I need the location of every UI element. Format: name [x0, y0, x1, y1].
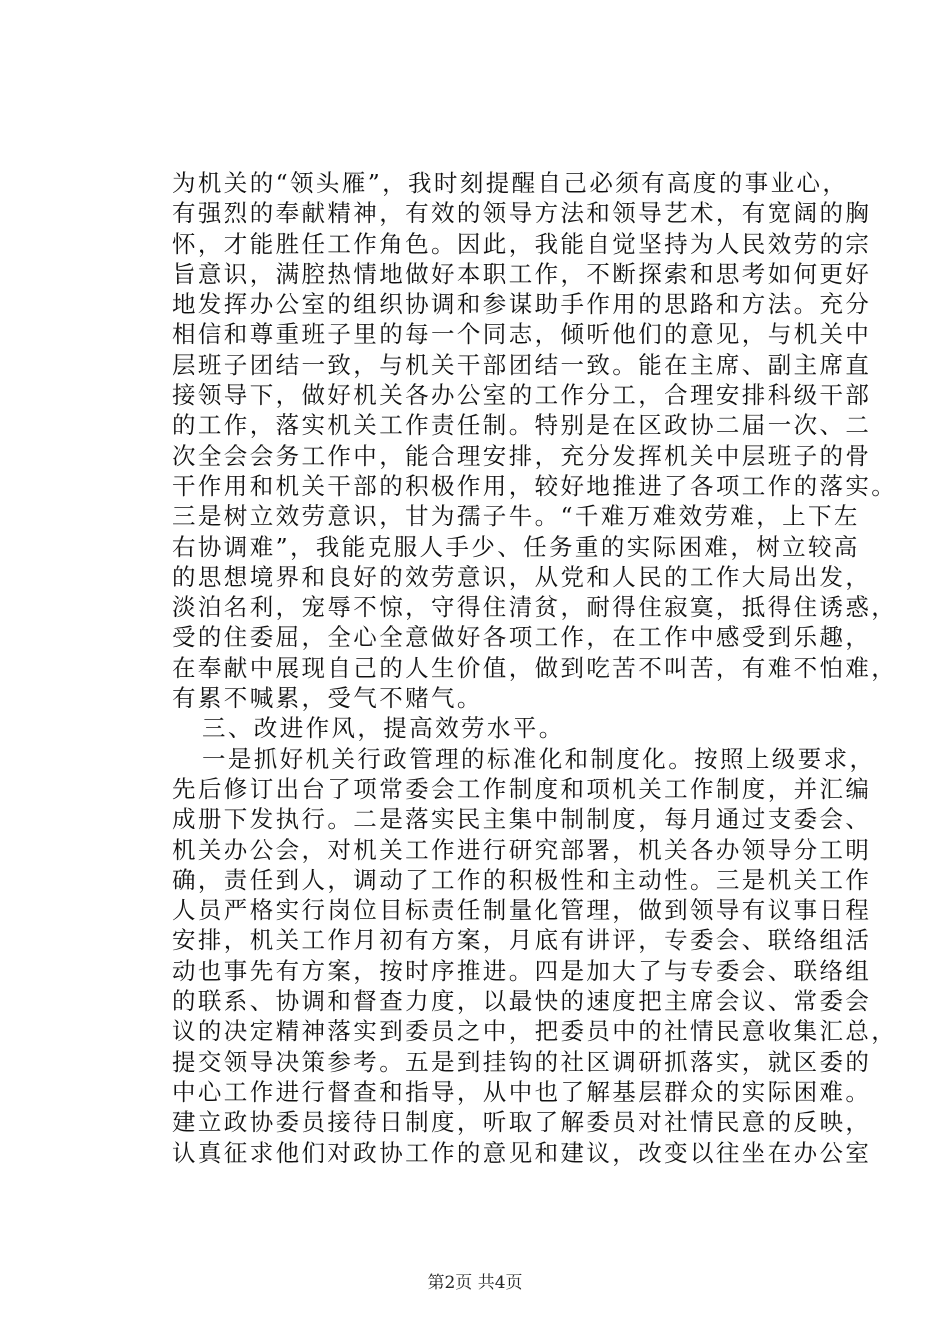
text-line: 成册下发执行。二是落实民主集中制制度，每月通过支委会、: [172, 805, 872, 834]
text-line: 淡泊名利，宠辱不惊，守得住清贫，耐得住寂寞，抵得住诱惑，: [172, 593, 898, 622]
text-line: 建立政协委员接待日制度，听取了解委员对社情民意的反映，: [172, 1108, 872, 1137]
text-line: 次全会会务工作中，能合理安排，充分发挥机关中层班子的骨: [172, 441, 872, 470]
text-line: 为机关的“领头雁”，我时刻提醒自己必须有高度的事业心，: [172, 169, 849, 197]
text-line: 在奉献中展现自己的人生价值，做到吃苦不叫苦，有难不怕难，: [172, 653, 898, 682]
text-line: 旨意识，满腔热情地做好本职工作，不断探索和思考如何更好: [172, 259, 872, 288]
text-line: 接领导下，做好机关各办公室的工作分工，合理安排科级干部: [172, 381, 872, 410]
text-line: 受的住委屈，全心全意做好各项工作，在工作中感受到乐趣，: [172, 623, 872, 652]
text-line: 的思想境界和良好的效劳意识，从党和人民的工作大局出发，: [172, 562, 872, 591]
text-line: 机关办公会，对机关工作进行研究部署，机关各办领导分工明: [172, 835, 872, 864]
text-line: 干作用和机关干部的积极作用，较好地推进了各项工作的落实。: [172, 471, 898, 500]
text-line: 提交领导决策参考。五是到挂钩的社区调研抓落实，就区委的: [172, 1047, 872, 1076]
text-line: 动也事先有方案，按时序推进。四是加大了与专委会、联络组: [172, 956, 872, 985]
text-line: 地发挥办公室的组织协调和参谋助手作用的思路和方法。充分: [172, 290, 872, 319]
text-line: 安排，机关工作月初有方案，月底有讲评，专委会、联络组活: [172, 926, 872, 955]
text-line: 的联系、协调和督查力度，以最快的速度把主席会议、常委会: [172, 987, 872, 1016]
text-line: 的工作，落实机关工作责任制。特别是在区政协二届一次、二: [172, 411, 872, 440]
text-line: 有强烈的奉献精神，有效的领导方法和领导艺术，有宽阔的胸: [172, 199, 872, 228]
text-line: 怀，才能胜任工作角色。因此，我能自觉坚持为人民效劳的宗: [172, 229, 872, 258]
document-body: [172, 168, 898, 1168]
text-line: 议的决定精神落实到委员之中，把委员中的社情民意收集汇总，: [172, 1017, 898, 1046]
text-line: 层班子团结一致，与机关干部团结一致。能在主席、副主席直: [172, 350, 872, 379]
text-line: 三、改进作风，提高效劳水平。: [202, 714, 565, 743]
text-line: 中心工作进行督查和指导，从中也了解基层群众的实际困难。: [172, 1077, 872, 1106]
text-line: 先后修订出台了项常委会工作制度和项机关工作制度，并汇编: [172, 774, 872, 803]
text-line: 三是树立效劳意识，甘为孺子牛。“千难万难效劳难，上下左: [172, 502, 860, 531]
text-line: 有累不喊累，受气不赌气。: [172, 684, 483, 713]
page-footer: 第2页 共4页: [427, 1273, 523, 1293]
text-line: 人员严格实行岗位目标责任制量化管理，做到领导有议事日程: [172, 896, 872, 925]
text-line: 确，责任到人，调动了工作的积极性和主动性。三是机关工作: [172, 865, 872, 894]
text-line: 认真征求他们对政协工作的意见和建议，改变以往坐在办公室: [172, 1138, 872, 1167]
text-line: 右协调难”，我能克服人手少、任务重的实际困难，树立较高: [172, 532, 860, 561]
text-line: 相信和尊重班子里的每一个同志，倾听他们的意见，与机关中: [172, 320, 872, 349]
text-line: 一是抓好机关行政管理的标准化和制度化。按照上级要求，: [202, 744, 876, 773]
